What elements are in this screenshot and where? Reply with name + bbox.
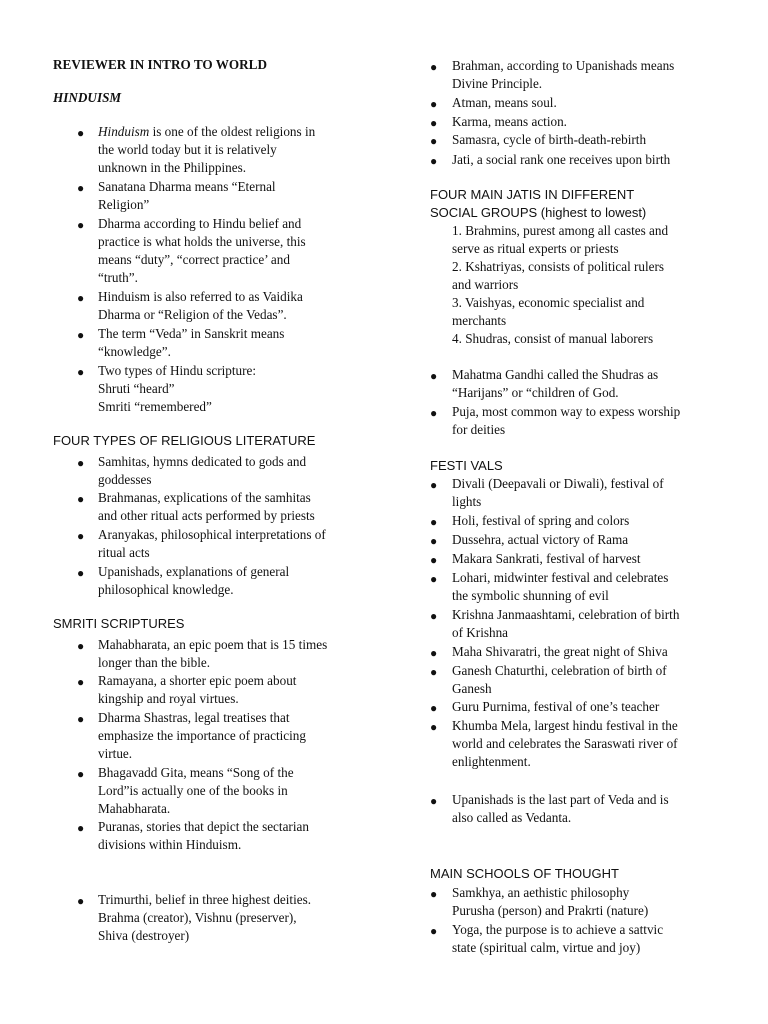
jati-line: 3. Vaishyas, economic specialist and (452, 295, 645, 310)
bullet-icon: ● (430, 116, 438, 130)
jatis-list (452, 222, 668, 348)
item-line: Hinduism is also referred to as Vaidika (98, 289, 303, 304)
item-line: unknown in the Philippines. (98, 160, 246, 175)
item-line: Shiva (destroyer) (98, 928, 190, 943)
item-line: Mahabharata, an epic poem that is 15 times (98, 637, 328, 652)
bullet-icon: ● (430, 134, 438, 148)
item-line: Guru Purnima, festival of one’s teacher (452, 699, 660, 714)
item-line: Mahatma Gandhi called the Shudras as (452, 367, 659, 382)
bullet-icon: ● (430, 60, 438, 74)
heading-smriti-scriptures: SMRITI SCRIPTURES (53, 616, 185, 631)
item-line: “knowledge”. (98, 344, 171, 359)
item-line: Atman, means soul. (452, 95, 557, 110)
item-line: Trimurthi, belief in three highest deities. (98, 892, 312, 907)
bullet-icon: ● (77, 712, 85, 726)
bullet-icon: ● (430, 924, 438, 938)
item-line: lights (452, 494, 482, 509)
item-line: kingship and royal virtues. (98, 691, 239, 706)
item-line: Khumba Mela, largest hindu festival in the (452, 718, 678, 733)
item-line: Krishna Janmaashtami, celebration of birth (452, 607, 680, 622)
item-line: Smriti “remembered” (98, 399, 212, 414)
bullet-icon: ● (77, 291, 85, 305)
bullet-icon: ● (77, 767, 85, 781)
item-line: also called as Vedanta. (452, 810, 572, 825)
bullet-icon: ● (77, 529, 85, 543)
item-line: Upanishads is the last part of Veda and is (452, 792, 669, 807)
item-line: Maha Shivaratri, the great night of Shiva (452, 644, 668, 659)
bullet-icon: ● (430, 515, 438, 529)
item-line: Two types of Hindu scripture: (98, 363, 257, 378)
item-line: Divine Principle. (452, 76, 543, 91)
bullet-icon: ● (430, 609, 438, 623)
bullet-icon: ● (77, 126, 85, 140)
item-line: Jati, a social rank one receives upon birth (452, 152, 671, 167)
section-title-hinduism: HINDUISM (53, 90, 122, 105)
item-line: ritual acts (98, 545, 150, 560)
item-line: Shruti “heard” (98, 381, 175, 396)
item-line: for deities (452, 422, 506, 437)
item-line: longer than the bible. (98, 655, 211, 670)
item-line: Samkhya, an aethistic philosophy (452, 885, 630, 900)
bullet-icon: ● (430, 720, 438, 734)
item-line: Religion” (98, 197, 150, 212)
heading-jatis-line2: SOCIAL GROUPS (highest to lowest) (430, 205, 647, 220)
heading-jatis-line1: FOUR MAIN JATIS IN DIFFERENT (430, 187, 635, 202)
item-line: Bhagavadd Gita, means “Song of the (98, 765, 294, 780)
item-line: “truth”. (98, 270, 138, 285)
item-line: Dussehra, actual victory of Rama (452, 532, 629, 547)
bullet-icon: ● (77, 492, 85, 506)
item-line: and other ritual acts performed by priests (98, 508, 315, 523)
bullet-icon: ● (430, 369, 438, 383)
item-line: the world today but it is relatively (98, 142, 277, 157)
item-line: Makara Sankrati, festival of harvest (452, 551, 641, 566)
bullet-icon: ● (430, 154, 438, 168)
item-line: Purusha (person) and Prakrti (nature) (452, 903, 649, 918)
jati-line: 4. Shudras, consist of manual laborers (452, 331, 654, 346)
item-line: Ganesh Chaturthi, celebration of birth of (452, 663, 667, 678)
bullet-icon: ● (77, 456, 85, 470)
item-line: Dharma according to Hindu belief and (98, 216, 302, 231)
item-line: Dharma Shastras, legal treatises that (98, 710, 290, 725)
item-line: The term “Veda” in Sanskrit means (98, 326, 285, 341)
jati-line: and warriors (452, 277, 519, 292)
item-line: Divali (Deepavali or Diwali), festival of (452, 476, 664, 491)
bullet-icon: ● (77, 675, 85, 689)
item-line: goddesses (98, 472, 152, 487)
item-line: Lohari, midwinter festival and celebrates (452, 570, 669, 585)
item-line: Yoga, the purpose is to achieve a sattvic (452, 922, 664, 937)
hinduism-term: Hinduism (98, 124, 150, 139)
jati-line: merchants (452, 313, 507, 328)
item-line: emphasize the importance of practicing (98, 728, 306, 743)
item-line: Brahman, according to Upanishads means (452, 58, 675, 73)
item-line: Aranyakas, philosophical interpretations of (98, 527, 326, 542)
bullet-icon: ● (430, 665, 438, 679)
bullet-icon: ● (77, 218, 85, 232)
item-line: Karma, means action. (452, 114, 567, 129)
bullet-icon: ● (77, 328, 85, 342)
bullet-icon: ● (77, 566, 85, 580)
item-line: Sanatana Dharma means “Eternal (98, 179, 276, 194)
item-line: Holi, festival of spring and colors (452, 513, 630, 528)
item-line: Puranas, stories that depict the sectarian (98, 819, 309, 834)
item-line: Samhitas, hymns dedicated to gods and (98, 454, 307, 469)
item-line: Ganesh (452, 681, 492, 696)
bullet-icon: ● (430, 794, 438, 808)
item-line: philosophical knowledge. (98, 582, 234, 597)
bullet-icon: ● (430, 701, 438, 715)
bullet-icon: ● (430, 887, 438, 901)
item-line: of Krishna (452, 625, 509, 640)
bullet-icon: ● (77, 181, 85, 195)
bullet-icon: ● (77, 365, 85, 379)
heading-festivals: FESTI VALS (430, 458, 503, 473)
item-line: Dharma or “Religion of the Vedas”. (98, 307, 287, 322)
item-line: divisions within Hinduism. (98, 837, 242, 852)
item-line: enlightenment. (452, 754, 531, 769)
item-line: “Harijans” or “children of God. (452, 385, 619, 400)
item-line: Brahma (creator), Vishnu (preserver), (98, 910, 297, 925)
bullet-icon: ● (77, 894, 85, 908)
heading-schools-of-thought: MAIN SCHOOLS OF THOUGHT (430, 866, 619, 881)
item-line: is one of the oldest religions in (152, 124, 316, 139)
item-line: Puja, most common way to expess worship (452, 404, 681, 419)
item-line: Samasra, cycle of birth-death-rebirth (452, 132, 647, 147)
jati-line: 1. Brahmins, purest among all castes and (452, 223, 669, 238)
document-title: REVIEWER IN INTRO TO WORLD (53, 57, 267, 72)
bullet-icon: ● (77, 639, 85, 653)
bullet-icon: ● (430, 406, 438, 420)
item-line: state (spiritual calm, virtue and joy) (452, 940, 641, 955)
bullet-icon: ● (430, 553, 438, 567)
item-line: Mahabharata. (98, 801, 171, 816)
item-line: Lord”is actually one of the books in (98, 783, 288, 798)
item-line: virtue. (98, 746, 133, 761)
bullet-icon: ● (430, 478, 438, 492)
bullet-icon: ● (430, 646, 438, 660)
heading-religious-literature: FOUR TYPES OF RELIGIOUS LITERATURE (53, 433, 316, 448)
item-line: practice is what holds the universe, this (98, 234, 306, 249)
jati-line: serve as ritual experts or priests (452, 241, 619, 256)
bullet-icon: ● (430, 534, 438, 548)
item-line: Ramayana, a shorter epic poem about (98, 673, 297, 688)
bullet-icon: ● (430, 572, 438, 586)
bullet-icon: ● (77, 821, 85, 835)
item-line: Upanishads, explanations of general (98, 564, 290, 579)
item-line: means “duty”, “correct practice’ and (98, 252, 290, 267)
item-line: the symbolic shunning of evil (452, 588, 609, 603)
item-line: world and celebrates the Saraswati river of (452, 736, 678, 751)
jati-line: 2. Kshatriyas, consists of political rulers (452, 259, 665, 274)
item-line: Brahmanas, explications of the samhitas (98, 490, 311, 505)
bullet-icon: ● (430, 97, 438, 111)
